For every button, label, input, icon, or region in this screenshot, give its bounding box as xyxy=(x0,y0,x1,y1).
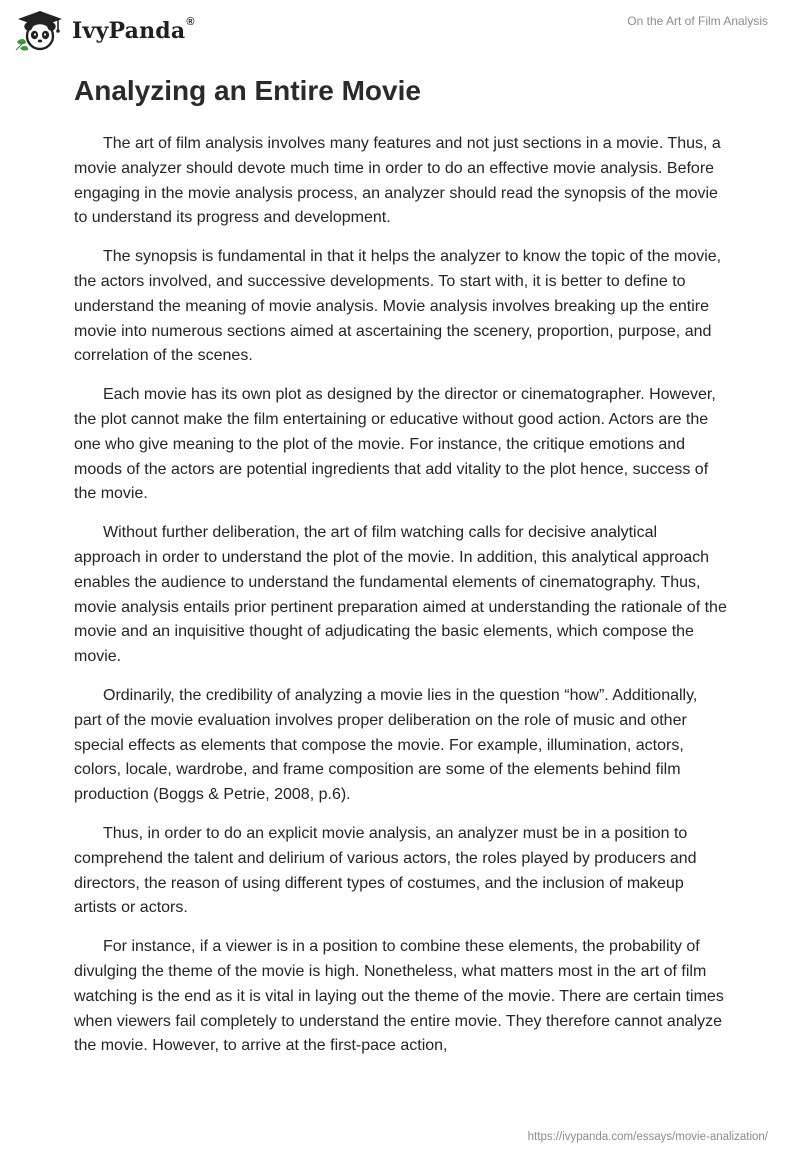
page-title: Analyzing an Entire Movie xyxy=(74,75,421,106)
paragraph-2: The synopsis is fundamental in that it helps the analyzer to know the topic of the movie, the actors involved, and successive developments. To start with, it is better to define to understand the meaning of movie analysis. Movie analysis involves breaking up the entire movie into numerous sections aimed at ascertaining the scenery, proportion, purpose, and correlation of the scenes. xyxy=(74,248,722,365)
panda-graduate-logo-icon xyxy=(14,8,66,52)
paragraph-3: Each movie has its own plot as designed by the director or cinematographer. However, the plot cannot make the film entertaining or educative without good action. Actors are the one who give meaning to the plot of the movie. For instance, the critique emotions and moods of the actors are potential ingredients that add vitality to the plot hence, success of the movie. xyxy=(74,386,716,503)
brand-name-text: IvyPanda xyxy=(72,18,186,44)
ivypanda-logo[interactable] xyxy=(14,8,195,52)
footer-source-link[interactable]: https://ivypanda.com/essays/movie-analization/ xyxy=(527,1131,768,1143)
paragraph-7: For instance, if a viewer is in a position to combine these elements, the probability of divulging the theme of the movie is high. Nonetheless, what matters most in the art of film watching is the end as it is vital in laying out the theme of the movie. There are certain times when viewers fail completely to understand the entire movie. They therefore cannot analyze the movie. However, to arrive at the first-pace action, xyxy=(74,938,724,1055)
paragraph-1: The art of film analysis involves many features and not just sections in a movie. Thus, a movie analyzer should devote much time in order to do an effective movie analysis. Before engaging in the movie analysis process, an analyzer should read the synopsis of the movie to understand its progress and development. xyxy=(74,135,721,227)
paragraph-6: Thus, in order to do an explicit movie analysis, an analyzer must be in a position to comprehend the talent and delirium of various actors, the roles played by producers and directors, the reason of using different types of costumes, and the inclusion of makeup artists or actors. xyxy=(74,824,697,917)
paragraph-4: Without further deliberation, the art of film watching calls for decisive analytical approach in order to understand the plot of the movie. In addition, this analytical approach enables the audience to understand the fundamental elements of cinematography. Thus, movie analysis entails prior pertinent preparation aimed at understanding the rationale of the movie and an inquisitive thought of adjudicating the basic elements, which compose the movie. xyxy=(74,524,727,666)
running-title: On the Art of Film Analysis xyxy=(627,14,768,28)
registered-mark: ® xyxy=(186,16,195,28)
brand-name xyxy=(72,18,195,44)
paragraph-5: Ordinarily, the credibility of analyzing a movie lies in the question “how”. Additionally, part of the movie evaluation involves proper deliberation on the role of music and other special effects as elements that compose the movie. For example, illumination, actors, colors, locale, wardrobe, and frame composition are some of the elements behind film production (Boggs & Petrie, 2008, p.6). xyxy=(74,686,698,804)
article-body xyxy=(74,132,728,1073)
page-header xyxy=(0,0,800,60)
